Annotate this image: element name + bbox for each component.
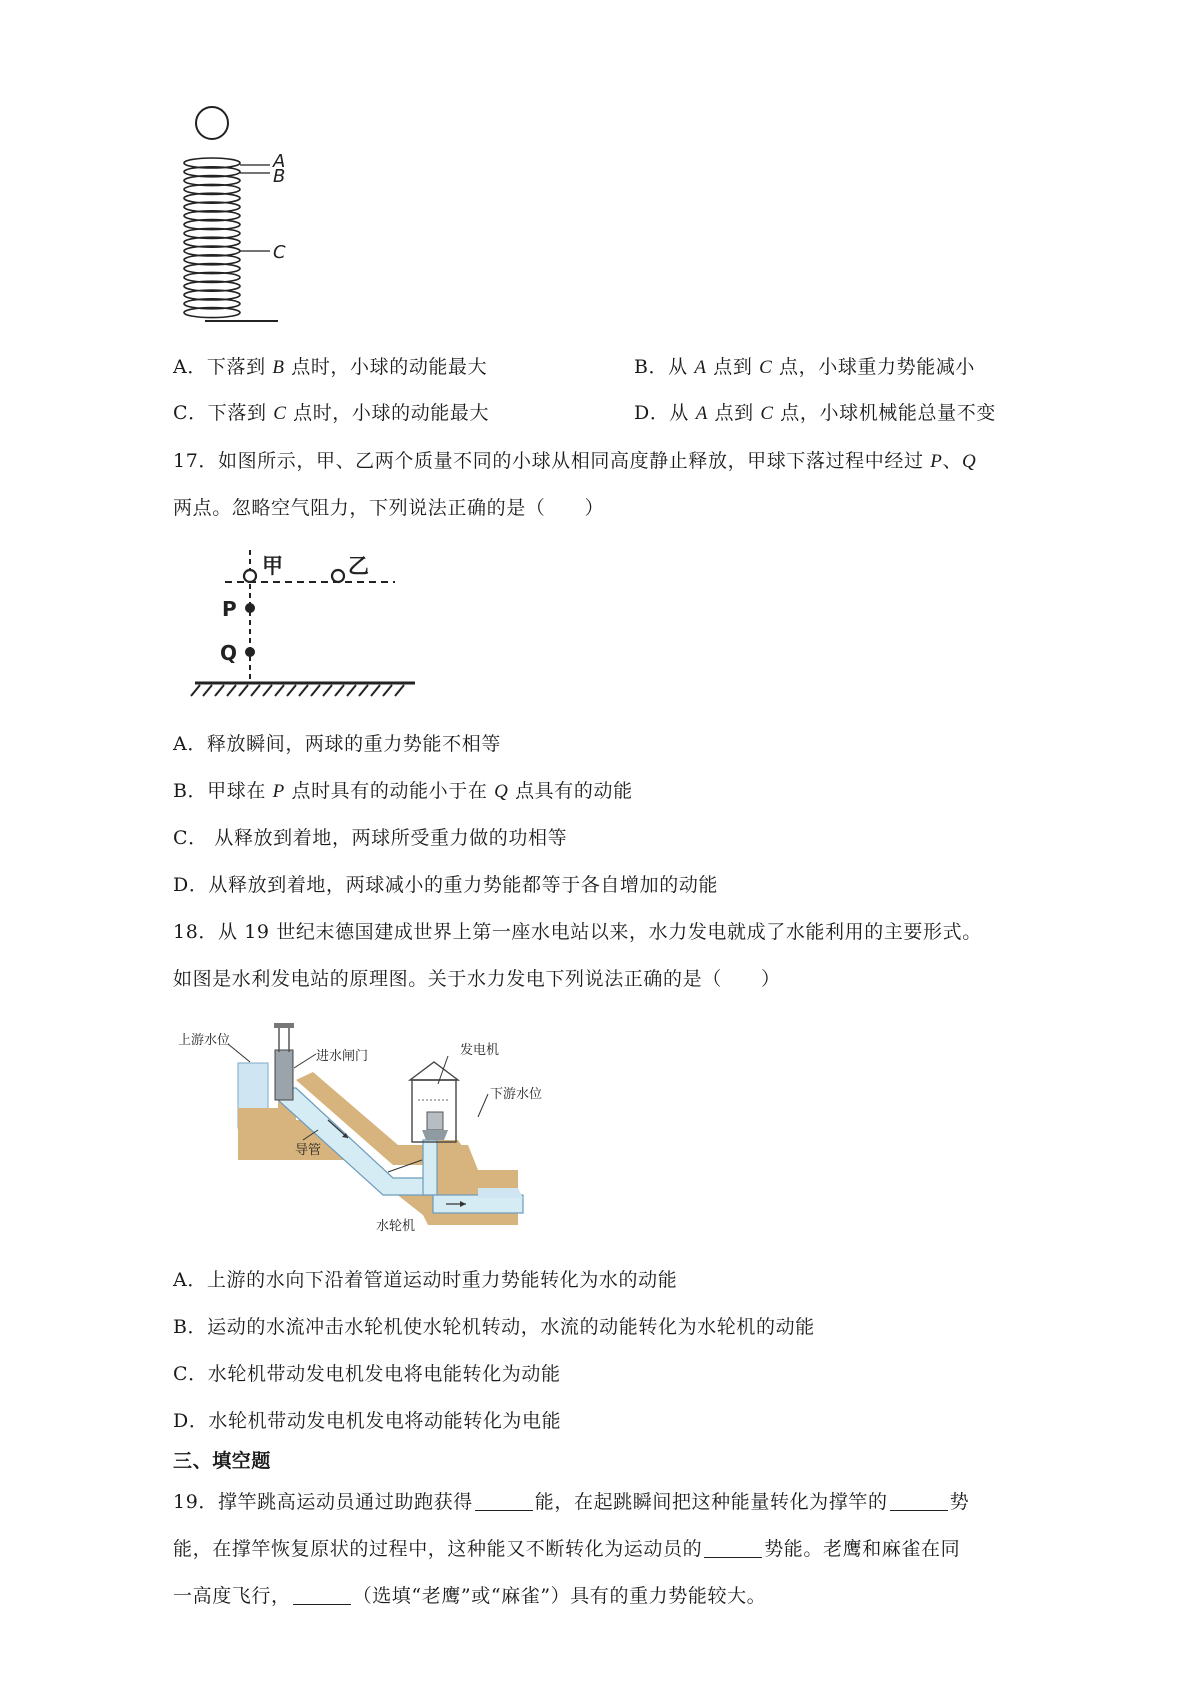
q17-stem-line1: 17．如图所示，甲、乙两个质量不同的小球从相同高度静止释放，甲球下落过程中经过 P、Q <box>173 450 977 472</box>
q18-option-c: C．水轮机带动发电机发电将电能转化为动能 <box>173 1363 561 1385</box>
ground-hatch <box>359 685 368 696</box>
label-yi: 乙 <box>348 554 369 578</box>
ground-hatch <box>383 685 392 696</box>
ground-hatch <box>251 685 260 696</box>
label-gate: 进水闸门 <box>316 1049 369 1064</box>
ground-hatch <box>347 685 356 696</box>
label-b: B <box>273 166 286 187</box>
ground-hatch <box>335 685 344 696</box>
ball <box>196 107 228 139</box>
answer-blank[interactable] <box>293 1584 351 1605</box>
ground-hatch <box>227 685 236 696</box>
ground-hatch <box>215 685 224 696</box>
q19-line1: 19．撑竿跳高运动员通过助跑获得 能，在起跳瞬间把这种能量转化为撑竿的 势 <box>173 1491 970 1513</box>
q17-option-b: B．甲球在 P 点时具有的动能小于在 Q 点具有的动能 <box>173 780 633 802</box>
label-pipe: 导管 <box>295 1143 322 1158</box>
q18-stem-line1: 18．从 19 世纪末德国建成世界上第一座水电站以来，水力发电就成了水能利用的主要形式。 <box>173 921 982 943</box>
label-c: C <box>273 242 286 263</box>
label-generator: 发电机 <box>460 1043 500 1058</box>
ground-hatch <box>191 685 200 696</box>
hydropower-figure <box>178 1020 598 1235</box>
ground-hatch <box>299 685 308 696</box>
ground-hatch <box>239 685 248 696</box>
ground-hatch <box>371 685 380 696</box>
spring-figure <box>170 95 320 325</box>
q19-line2: 能，在撑竿恢复原状的过程中，这种能又不断转化为运动员的 势能。老鹰和麻雀在同 <box>173 1538 961 1560</box>
q17-stem-line2: 两点。忽略空气阻力，下列说法正确的是（ ） <box>173 497 605 519</box>
ground-hatch <box>323 685 332 696</box>
answer-blank[interactable] <box>475 1490 533 1511</box>
ground-hatch <box>395 685 404 696</box>
label-turbine: 水轮机 <box>376 1219 416 1234</box>
q18-option-d: D．水轮机带动发电机发电将动能转化为电能 <box>173 1410 562 1432</box>
q17-option-a: A．释放瞬间，两球的重力势能不相等 <box>173 733 501 755</box>
q18-stem-line2: 如图是水利发电站的原理图。关于水力发电下列说法正确的是（ ） <box>173 968 781 990</box>
q16-option-a: A．下落到 B 点时，小球的动能最大 <box>173 356 488 378</box>
label-p: P <box>222 597 237 621</box>
ground-hatch <box>311 685 320 696</box>
q16-option-d: D．从 A 点到 C 点，小球机械能总量不变 <box>634 402 996 424</box>
q18-option-b: B．运动的水流冲击水轮机使水轮机转动，水流的动能转化为水轮机的动能 <box>173 1316 815 1338</box>
ground-hatch <box>263 685 272 696</box>
label-jia: 甲 <box>262 554 283 578</box>
q19-line3: 一高度飞行， （选填“老鹰”或“麻雀”）具有的重力势能较大。 <box>173 1585 767 1607</box>
ground-hatch <box>203 685 212 696</box>
drop-figure <box>190 540 430 700</box>
label-downstream: 下游水位 <box>490 1087 543 1102</box>
answer-blank[interactable] <box>890 1490 948 1511</box>
ground-hatch <box>275 685 284 696</box>
q17-option-d: D．从释放到着地，两球减小的重力势能都等于各自增加的动能 <box>173 874 719 896</box>
q16-option-b: B．从 A 点到 C 点，小球重力势能减小 <box>634 356 976 378</box>
q18-option-a: A．上游的水向下沿着管道运动时重力势能转化为水的动能 <box>173 1269 678 1291</box>
label-upstream: 上游水位 <box>178 1033 231 1048</box>
section-title: 三、填空题 <box>173 1450 272 1472</box>
q16-option-c: C．下落到 C 点时，小球的动能最大 <box>173 402 490 424</box>
ground-hatch <box>287 685 296 696</box>
label-a: A <box>273 151 286 172</box>
label-q: Q <box>220 641 238 665</box>
q17-option-c: C． 从释放到着地，两球所受重力做的功相等 <box>173 827 568 849</box>
answer-blank[interactable] <box>704 1537 762 1558</box>
